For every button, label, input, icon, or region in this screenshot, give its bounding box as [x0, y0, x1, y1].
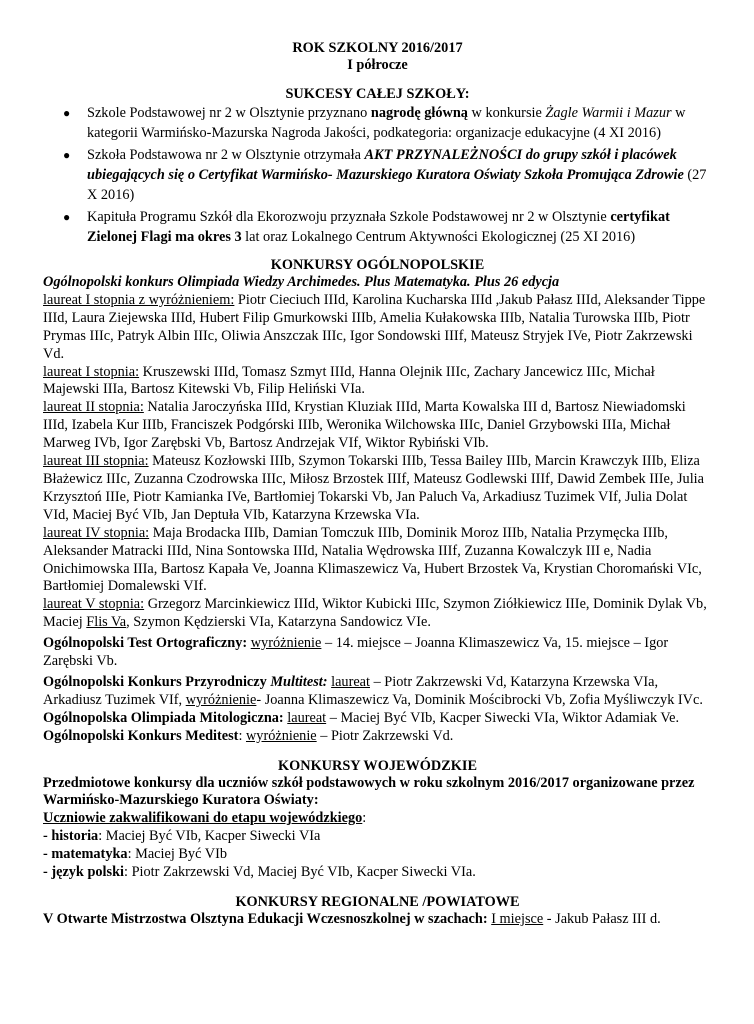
school-success-list [43, 103, 712, 247]
mythology-paragraph: Ogólnopolska Olimpiada Mitologiczna: laureat – Maciej Być VIb, Kacper Siwecki VIa, Wiktor Adamiak Ve. [43, 709, 680, 726]
meditest-paragraph: Ogólnopolski Konkurs Meditest: wyróżnienie – Piotr Zakrzewski Vd. [43, 727, 454, 744]
laureate-paragraph: laureat I stopnia z wyróżnieniem: Piotr Cieciuch IIId, Karolina Kucharska IIId ,Jakub Pałasz IIId, Aleksander Tippe IIId, Laura Ziejewska IIId, Hubert Filip Gmurkowski IIIb, Amelia Kułakowska IIIb, Natalia Turowska IIIb, Piotr Prymas IIIc, Patryk Albin IIIc, Oliwia Anszczak IIIc, Igor Sondowski IIIf, Mateusz Stryjek IVe, Piotr Zakrzewski Vd. [43, 291, 706, 362]
laureate-paragraph: laureat V stopnia: Grzegorz Marcinkiewicz IIId, Wiktor Kubicki IIIc, Szymon Ziółkiewicz IIIe, Dominik Dylak Vb, Maciej Flis Va, Szymon Kędzierski VIa, Katarzyna Sandowicz VIe. [43, 596, 707, 631]
semester-title: I półrocze [347, 57, 408, 73]
subject-line: - matematyka: Maciej Być VIb [43, 846, 227, 863]
qualified-line: Uczniowie zakwalifikowani do etapu wojewódzkiego: [43, 810, 367, 827]
laureate-paragraph: laureat II stopnia: Natalia Jaroczyńska IIId, Krystian Kluziak IIId, Marta Kowalska III d, Bartosz Niewiadomski IIId, Izabela Kur IIIb, Franciszek Podgórski IIIb, Weronika Wilchowska IIIc, Daniel Grzybowski IIIa, Michał Marweg IVb, Igor Zarębski Vb, Bartosz Andrzejak VIf, Wiktor Rybiński VIb. [43, 399, 686, 452]
list-item: ● Szkole Podstawowej nr 2 w Olsztynie przyznano nagrodę główną w konkursie Żagle Warmii i Mazur w kategorii Warmińsko-Mazurska Nagroda Jakości, podkategoria: organizacje edukacyjne (4 XI 2016) [63, 105, 686, 141]
national-heading: KONKURSY OGÓLNOPOLSKIE [270, 257, 485, 273]
laureate-paragraph: laureat IV stopnia: Maja Brodacka IIIb, Damian Tomczuk IIIb, Dominik Moroz IIIb, Natalia Przymęcka IIIb, Aleksander Matracki IIId, Nina Sontowska IIId, Natalia Wędrowska IIIf, Zuzanna Kowalczyk III e, Nadia Onichimowska IIIa, Bartosz Kapała Ve, Joanna Klimaszewicz Va, Hubert Brzostek Va, Krystian Choromański VIc, Bartłomiej Domalewski VIf. [43, 524, 702, 595]
ortho-test-paragraph: Ogólnopolski Test Ortograficzny: wyróżnienie – 14. miejsce – Joanna Klimaszewicz Va, 15. miejsce – Igor Zarębski Vb. [43, 635, 669, 670]
chess-paragraph: V Otwarte Mistrzostwa Olsztyna Edukacji Wczesnoszkolnej w szachach: I miejsce - Jakub Pałasz III d. [43, 911, 661, 927]
school-year-title: ROK SZKOLNY 2016/2017 [292, 40, 463, 56]
voivodeship-intro: Przedmiotowe konkursy dla uczniów szkół podstawowych w roku szkolnym 2016/2017 organizowane przez Warmińsko-Mazurskiego Kuratora Oświaty: [43, 774, 695, 809]
list-item: ● Kapituła Programu Szkół dla Ekorozwoju przyznała Szkole Podstawowej nr 2 w Olsztynie certyfikat Zielonej Flagi ma okres 3 lat oraz Lokalnego Centrum Aktywności Ekologicznej (25 XI 2016) [63, 209, 670, 245]
laureate-paragraph: laureat III stopnia: Mateusz Kozłowski IIIb, Szymon Tokarski IIIb, Tessa Bailey IIIb, Marcin Krawczyk IIIb, Eliza Błażewicz IIIc, Zuzanna Czodrowska IIIc, Miłosz Brzostek IIIf, Mateusz Godlewski IIIf, Dawid Zembek IIIe, Julia Krzysztoń IIIe, Piotr Kamianka IVe, Bartłomiej Tokarski Vb, Jan Paluch Va, Arkadiusz Tuzimek VIf, Julia Dolat VId, Maciej Być VIb, Jan Deptuła VIb, Katarzyna Krzewska VIa. [43, 453, 704, 523]
school-success-heading: SUKCESY CAŁEJ SZKOŁY: [285, 86, 470, 102]
laureate-paragraph: laureat I stopnia: Kruszewski IIId, Tomasz Szmyt IIId, Hanna Olejnik IIIc, Zachary Jancewicz IIIc, Michał Majewski IIIa, Bartosz Kitewski Vb, Filip Heliński VIa. [43, 363, 655, 398]
subject-line: - historia: Maciej Być VIb, Kacper Siwecki VIa [43, 828, 321, 845]
subject-line: - język polski: Piotr Zakrzewski Vd, Maciej Być VIb, Kacper Siwecki VIa. [43, 864, 476, 881]
bullet-icon: ● [63, 148, 71, 162]
voivodeship-heading: KONKURSY WOJEWÓDZKIE [278, 757, 477, 774]
multitest-paragraph: Ogólnopolski Konkurs Przyrodniczy Multitest: laureat – Piotr Zakrzewski Vd, Katarzyna Krzewska VIa, Arkadiusz Tuzimek VIf, wyróżnienie- Joanna Klimaszewicz Va, Dominik Mościbrocki Vb, Zofia Myśliwczyk IVc. [43, 673, 703, 708]
list-item: ● Szkoła Podstawowa nr 2 w Olsztynie otrzymała AKT PRZYNALEŻNOŚCI do grupy szkół i placówek ubiegających się o Certyfikat Warmińsko- Mazurskiego Kuratora Oświaty Szkoła Promująca Zdrowie (27 X 2016) [63, 147, 707, 203]
archimedes-title: Ogólnopolski konkurs Olimpiada Wiedzy Archimedes. Plus Matematyka. Plus 26 edycja [43, 274, 560, 290]
bullet-icon: ● [63, 106, 71, 120]
regional-heading: KONKURSY REGIONALNE /POWIATOWE [235, 894, 520, 910]
bullet-icon: ● [63, 210, 71, 224]
